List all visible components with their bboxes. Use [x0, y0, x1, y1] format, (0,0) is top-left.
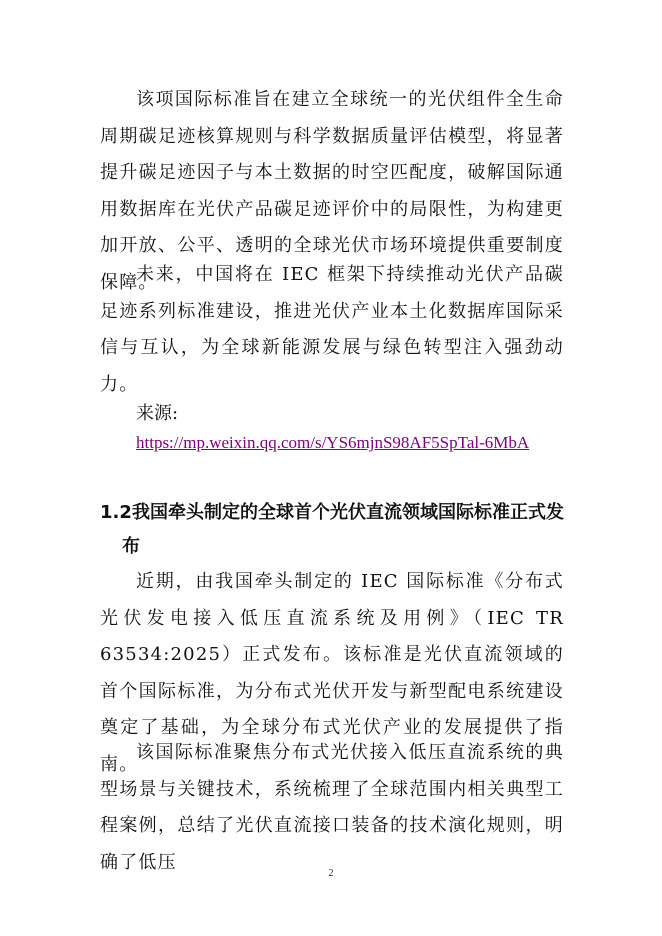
- paragraph-standard-focus: 该国际标准聚焦分布式光伏接入低压直流系统的典型场景与关键技术，系统梳理了全球范围内相关典型工程案例，总结了光伏直流接口装备的技术演化规则，明确了低压: [100, 742, 564, 873]
- section-heading: [100, 496, 570, 564]
- paragraph-standard-purpose: 该项国际标准旨在建立全球统一的光伏组件全生命周期碳足迹核算规则与科学数据质量评估模型，将显著提升碳足迹因子与本土数据的时空匹配度，破解国际通用数据库在光伏产品碳足迹评价中的局限性，为构建更加开放、公平、透明的全球光伏市场环境提供重要制度保障。: [100, 89, 564, 293]
- section-number: 1.2: [100, 502, 132, 523]
- paragraph-standard-release: 近期，由我国牵头制定的 IEC 国际标准《分布式光伏发电接入低压直流系统及用例》（IEC TR 63534:2025）正式发布。该标准是光伏直流领域的首个国际标准，为分布式光伏开发与新型配电系统建设奠定了基础，为全球分布式光伏产业的发展提供了指南。: [100, 571, 564, 775]
- page-number: 2: [328, 868, 334, 879]
- section-title-line1: 我国牵头制定的全球首个光伏直流领域国际标准正式发: [132, 502, 564, 523]
- section-title-line2: 布: [122, 536, 140, 557]
- source-link[interactable]: https://mp.weixin.qq.com/s/YS6mjnS98AF5SpTal-6MbA: [136, 433, 530, 452]
- paragraph-future-outlook: 未来，中国将在 IEC 框架下持续推动光伏产品碳足迹系列标准建设，推进光伏产业本土化数据库国际采信与互认，为全球新能源发展与绿色转型注入强劲动力。: [100, 264, 564, 395]
- source-label: 来源:: [136, 403, 179, 424]
